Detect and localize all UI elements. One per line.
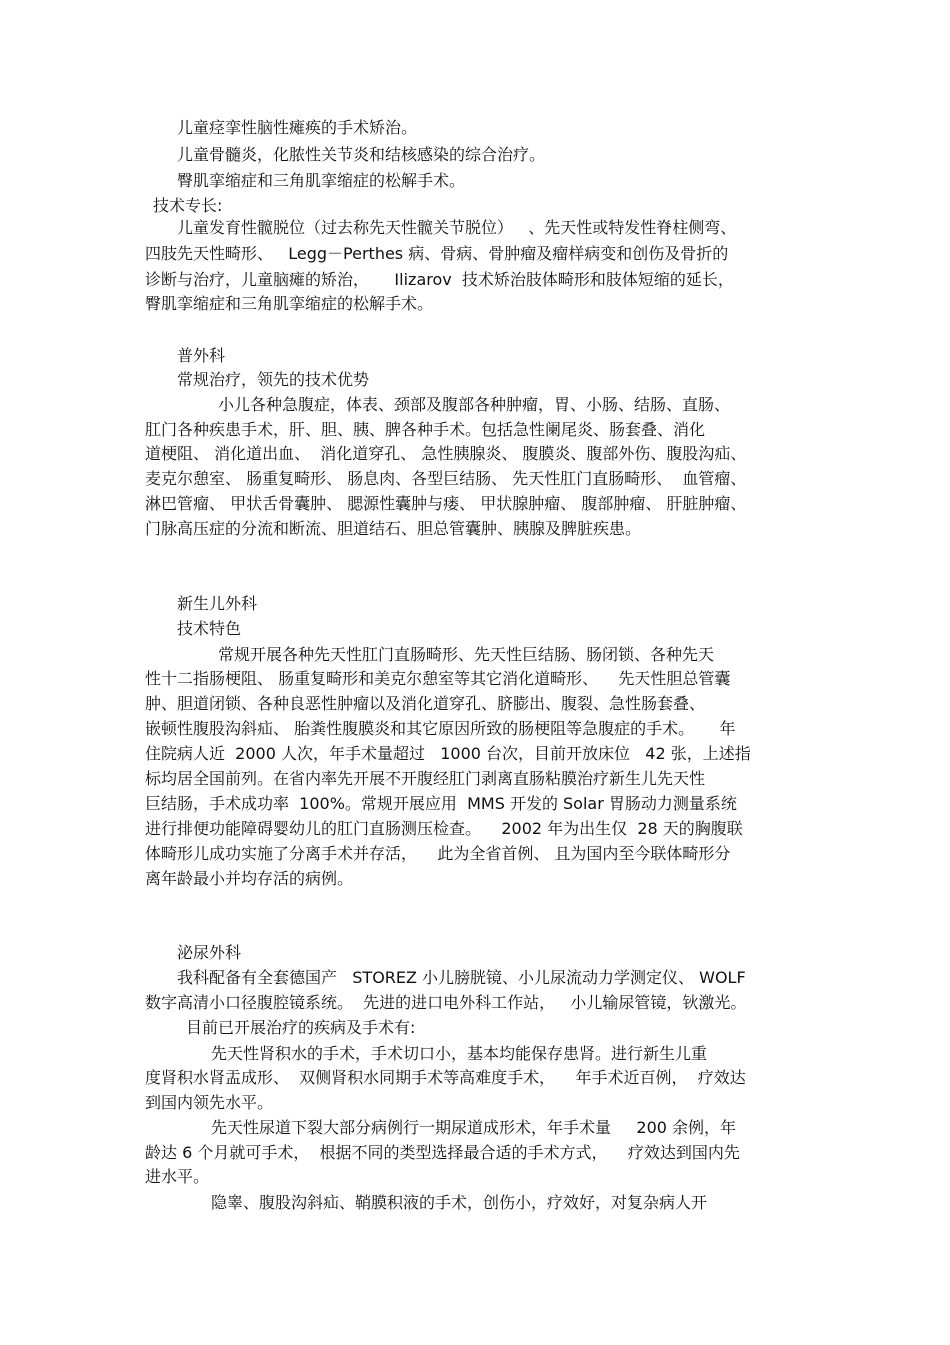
text-line: 肿、胆道闭锁、各种良恶性肿瘤以及消化道穿孔、脐膨出、腹裂、急性肠套叠、: [145, 694, 706, 713]
text-line: 体畸形儿成功实施了分离手术并存活， 此为全省首例、 且为国内至今联体畸形分: [145, 844, 731, 863]
section-subheading: 常规治疗，领先的技术优势: [177, 370, 370, 389]
text-line: 进行排便功能障碍婴幼儿的肛门直肠测压检查。 2002 年为出生仅 28 天的胸腹联: [145, 819, 743, 838]
text-line: 儿童骨髓炎，化脓性关节炎和结核感染的综合治疗。: [177, 145, 546, 164]
text-line: 先天性肾积水的手术，手术切口小，基本均能保存患肾。进行新生儿重: [211, 1044, 708, 1063]
text-line: 离年龄最小并均存活的病例。: [145, 869, 354, 888]
text-line: 标均居全国前列。在省内率先开展不开腹经肛门剥离直肠粘膜治疗新生儿先天性: [145, 769, 706, 788]
text-line: 四肢先天性畸形、 Legg－Perthes 病、骨病、骨肿瘤及瘤样病变和创伤及骨折的: [145, 244, 729, 263]
section-label: 技术专长:: [153, 196, 223, 215]
text-line: 门脉高压症的分流和断流、胆道结石、胆总管囊肿、胰腺及脾脏疾患。: [145, 519, 642, 538]
text-line: 小儿各种急腹症，体表、颈部及腹部各种肿瘤，胃、小肠、结肠、直肠、: [218, 395, 731, 414]
text-line: 道梗阻、 消化道出血、 消化道穿孔、 急性胰腺炎、 腹膜炎、腹部外伤、腹股沟疝、: [145, 444, 747, 463]
text-line: 嵌顿性腹股沟斜疝、 胎粪性腹膜炎和其它原因所致的肠梗阻等急腹症的手术。 年: [145, 719, 736, 738]
text-line: 臀肌挛缩症和三角肌挛缩症的松解手术。: [177, 171, 466, 190]
text-line: 肛门各种疾患手术，肝、胆、胰、脾各种手术。包括急性阑尾炎、肠套叠、消化: [145, 420, 706, 439]
text-line: 巨结肠，手术成功率 100%。常规开展应用 MMS 开发的 Solar 胃肠动力测量系统: [145, 794, 737, 813]
text-line: 性十二指肠梗阻、 肠重复畸形和美克尔憩室等其它消化道畸形、 先天性胆总管囊: [145, 669, 731, 688]
section-heading: 新生儿外科: [177, 594, 258, 613]
text-line: 儿童痉挛性脑性瘫痪的手术矫治。: [177, 118, 418, 137]
text-line: 淋巴管瘤、 甲状舌骨囊肿、 腮源性囊肿与瘘、 甲状腺肿瘤、 腹部肿瘤、 肝脏肿瘤、: [145, 494, 747, 513]
text-line: 常规开展各种先天性肛门直肠畸形、先天性巨结肠、肠闭锁、各种先天: [218, 645, 715, 664]
text-line: 臀肌挛缩症和三角肌挛缩症的松解手术。: [145, 294, 434, 313]
text-line: 度肾积水肾盂成形、 双侧肾积水同期手术等高难度手术， 年手术近百例， 疗效达: [145, 1068, 746, 1087]
text-line: 目前已开展治疗的疾病及手术有:: [186, 1018, 416, 1037]
text-line: 麦克尔憩室、 肠重复畸形、 肠息肉、各型巨结肠、 先天性肛门直肠畸形、 血管瘤、: [145, 469, 747, 488]
text-line: 住院病人近 2000 人次，年手术量超过 1000 台次，目前开放床位 42 张，上述指: [145, 744, 751, 763]
section-heading: 泌尿外科: [177, 943, 242, 962]
text-line: 儿童发育性髋脱位（过去称先天性髋关节脱位） 、先天性或特发性脊柱侧弯、: [177, 218, 737, 237]
text-line: 龄达 6 个月就可手术， 根据不同的类型选择最合适的手术方式， 疗效达到国内先: [145, 1143, 740, 1162]
text-line: 进水平。: [145, 1167, 210, 1186]
text-line: 先天性尿道下裂大部分病例行一期尿道成形术，年手术量 200 余例，年: [211, 1118, 737, 1137]
text-line: 我科配备有全套德国产 STOREZ 小儿膀胱镜、小儿尿流动力学测定仪、 WOLF: [177, 968, 746, 987]
section-subheading: 技术特色: [177, 619, 242, 638]
section-heading: 普外科: [177, 346, 226, 365]
text-line: 隐睾、腹股沟斜疝、鞘膜积液的手术，创伤小，疗效好，对复杂病人开: [211, 1193, 708, 1212]
text-line: 到国内领先水平。: [145, 1093, 274, 1112]
text-line: 数字高清小口径腹腔镜系统。 先进的进口电外科工作站， 小儿输尿管镜，钬激光。: [145, 993, 747, 1012]
text-line: 诊断与治疗，儿童脑瘫的矫治， Ilizarov 技术矫治肢体畸形和肢体短缩的延长，: [145, 270, 734, 289]
